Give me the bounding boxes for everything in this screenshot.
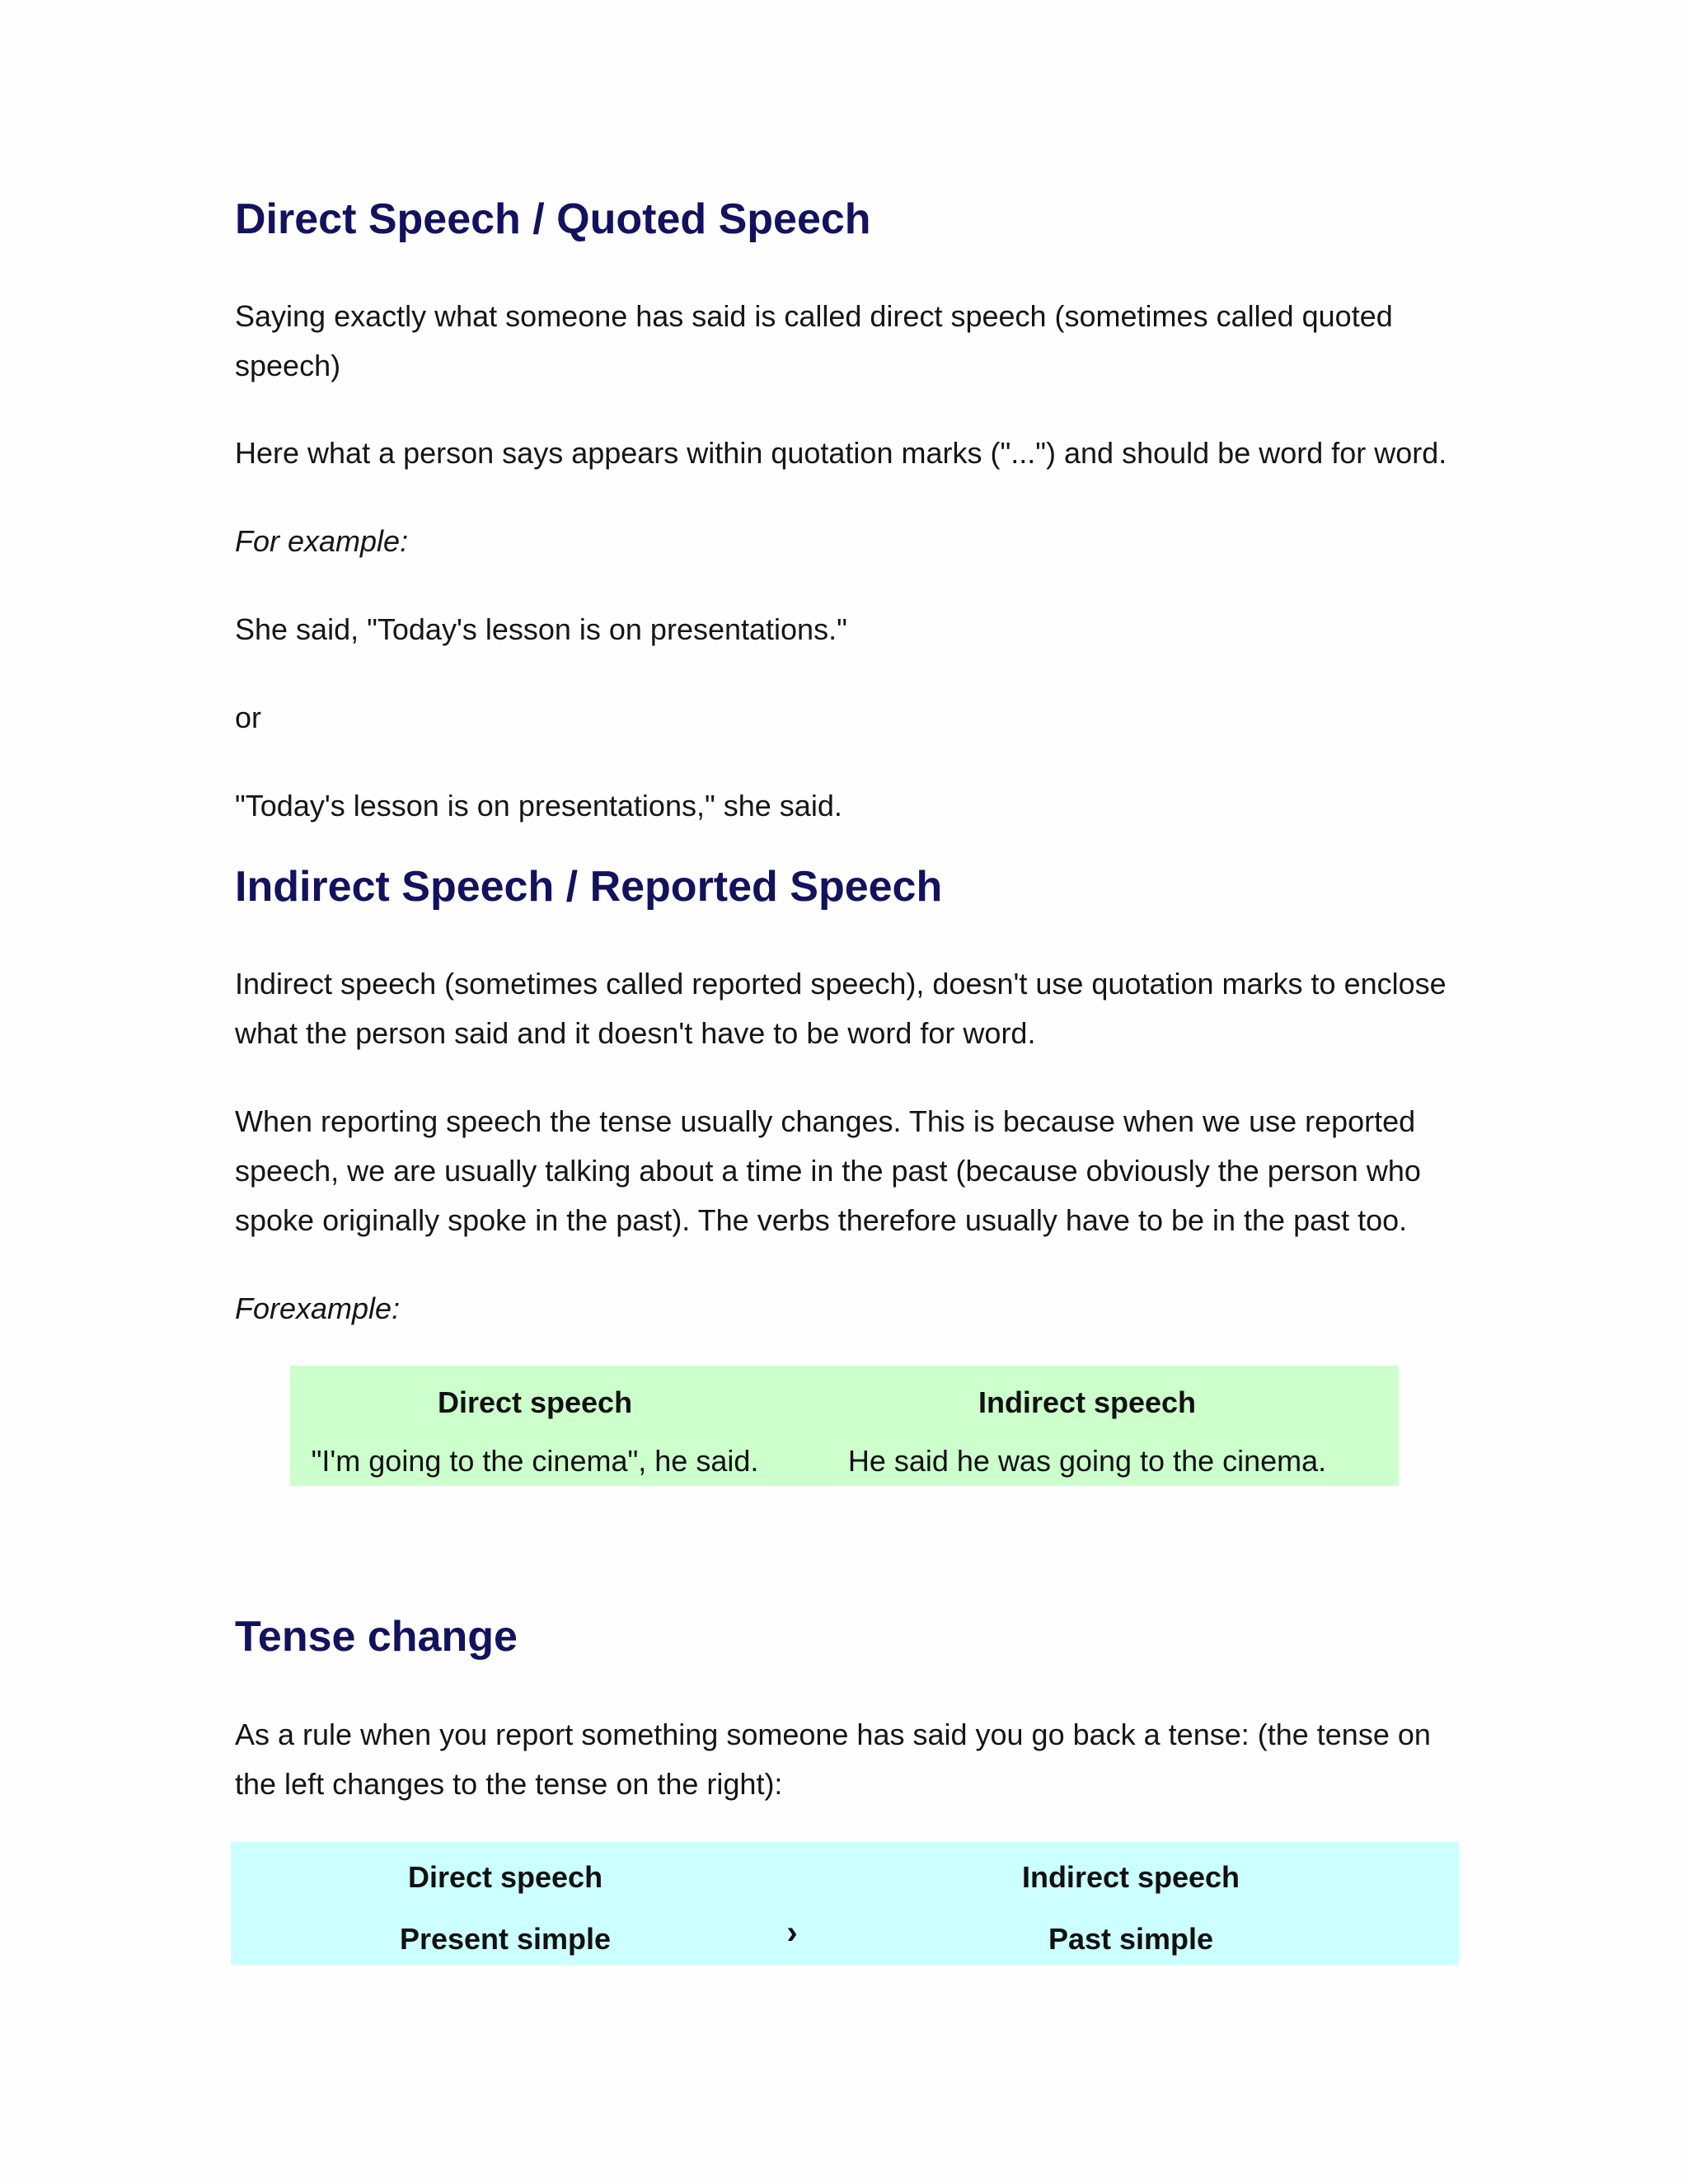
paragraph-tense-rule: As a rule when you report something someone has said you go back a tense: (the tense on the left changes to the tense on the right): xyxy=(235,1718,1431,1801)
example-label: For example: xyxy=(235,524,409,558)
tense-cell-past-simple: Past simple xyxy=(1048,1922,1214,1956)
table-header-indirect-speech: Indirect speech xyxy=(978,1385,1197,1419)
example-sentence-2: "Today's lesson is on presentations," she said. xyxy=(235,789,842,823)
heading-indirect-speech: Indirect Speech / Reported Speech xyxy=(235,863,943,911)
tense-header-indirect-speech: Indirect speech xyxy=(1021,1860,1240,1894)
heading-tense-change: Tense change xyxy=(235,1613,518,1661)
table-cell-direct-example: "I'm going to the cinema", he said. xyxy=(311,1444,759,1478)
example-or: or xyxy=(235,701,262,734)
table-cell-indirect-example: He said he was going to the cinema. xyxy=(847,1444,1327,1478)
table-header-direct-speech: Direct speech xyxy=(437,1385,633,1419)
tense-change-table xyxy=(231,1842,1459,1965)
example-table xyxy=(290,1366,1399,1486)
paragraph-indirect-speech-definition: Indirect speech (sometimes called reported speech), doesn't use quotation marks to enclose what the person said and it doesn't have to be word for word. xyxy=(235,967,1447,1050)
paragraph-tense-changes: When reporting speech the tense usually changes. This is because when we use reported speech, we are usually talking about a time in the past (because obviously the person who spoke originally spoke in the past). The verbs therefore usually have to be in the past too. xyxy=(235,1104,1421,1237)
heading-direct-speech: Direct Speech / Quoted Speech xyxy=(235,195,871,243)
paragraph-quotation-marks: Here what a person says appears within quotation marks ("...") and should be word for word. xyxy=(235,436,1447,470)
tense-cell-present-simple: Present simple xyxy=(399,1922,612,1956)
example-sentence-1: She said, "Today's lesson is on presentations." xyxy=(235,612,847,646)
paragraph-direct-speech-definition: Saying exactly what someone has said is called direct speech (sometimes called quoted speech) xyxy=(235,299,1393,382)
tense-header-direct-speech: Direct speech xyxy=(407,1860,603,1894)
example-label-2: Forexample: xyxy=(235,1291,401,1325)
chevron-right-icon: › xyxy=(786,1915,798,1951)
